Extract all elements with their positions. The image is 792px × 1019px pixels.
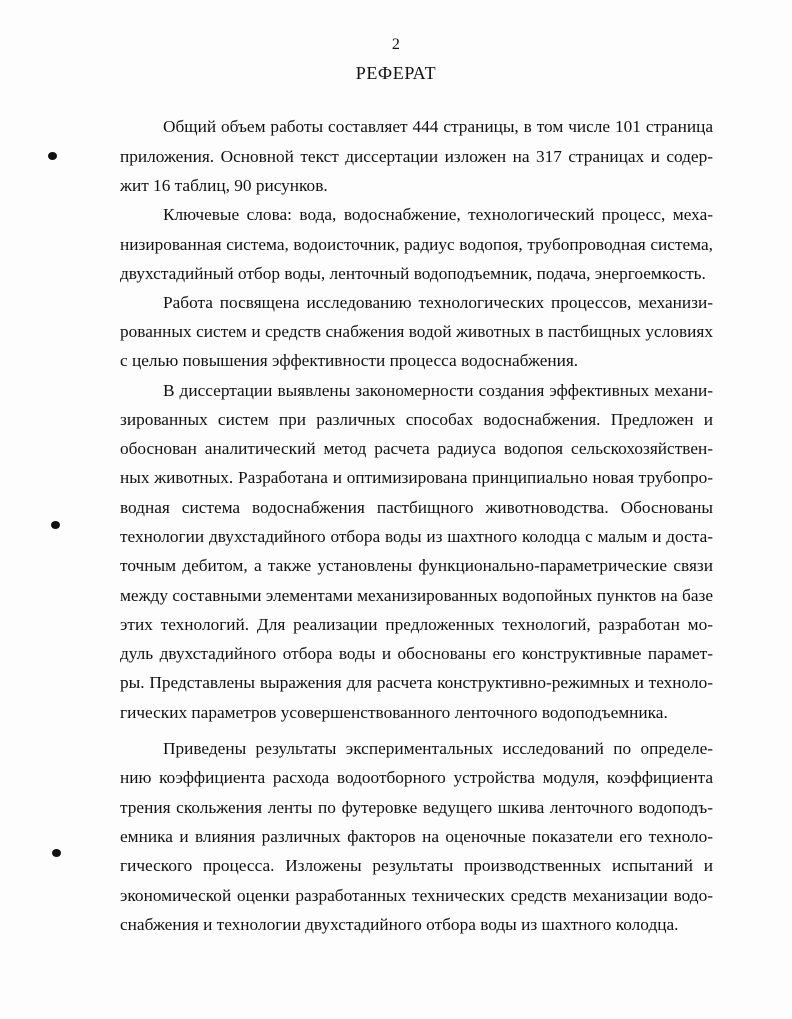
text-line: приложения. Основной текст диссертации изложен на 317 страницах и содер- <box>120 147 713 166</box>
text-line: нию коэффициента расхода водоотборного устройства модуля, коэффициента <box>120 768 713 787</box>
text-line: ных животных. Разработана и оптимизирована принципиально новая трубопро- <box>120 468 713 487</box>
text-line: точным дебитом, а также установлены функционально-параметрические связи <box>120 556 713 575</box>
text-line: Общий объем работы составляет 444 страницы, в том числе 101 страница <box>163 117 713 136</box>
text-line: дуль двухстадийного отбора воды и обоснованы его конструктивные парамет- <box>120 644 713 663</box>
text-line: трения скольжения ленты по футеровке ведущего шкива ленточного водоподъ- <box>120 798 713 817</box>
text-line: снабжения и технологии двухстадийного отбора воды из шахтного колодца. <box>120 915 679 934</box>
text-line: рованных систем и средств снабжения водой животных в пастбищных условиях <box>120 322 713 341</box>
text-line: водная система водоснабжения пастбищного животноводства. Обоснованы <box>120 498 713 517</box>
page-title: РЕФЕРАТ <box>355 63 437 83</box>
text-line: емника и влияния различных факторов на оценочные показатели его техноло- <box>120 827 713 846</box>
punch-hole-mark <box>51 521 60 529</box>
text-line: В диссертации выявлены закономерности создания эффективных механи- <box>163 381 713 400</box>
text-line: Приведены результаты экспериментальных исследований по определе- <box>163 739 713 758</box>
page-number: 2 <box>391 36 401 53</box>
punch-hole-mark <box>48 152 57 160</box>
text-line: жит 16 таблиц, 90 рисунков. <box>120 176 328 195</box>
text-line: ры. Представлены выражения для расчета конструктивно-режимных и техноло- <box>120 673 713 692</box>
punch-hole-mark <box>52 849 61 857</box>
text-line: зированных систем при различных способах водоснабжения. Предложен и <box>120 410 713 429</box>
text-line: гических параметров усовершенствованного ленточного водоподъемника. <box>120 703 668 722</box>
text-line: технологии двухстадийного отбора воды из шахтного колодца с малым и доста- <box>120 527 713 546</box>
text-line: двухстадийный отбор воды, ленточный водоподъемник, подача, энергоемкость. <box>120 264 706 283</box>
text-line: с целью повышения эффективности процесса водоснабжения. <box>120 351 579 370</box>
text-line: гического процесса. Изложены результаты производственных испытаний и <box>120 856 713 875</box>
text-line: экономической оценки разработанных технических средств механизации водо- <box>120 886 713 905</box>
text-line: Ключевые слова: вода, водоснабжение, технологический процесс, меха- <box>163 205 713 224</box>
text-line: между составными элементами механизированных водопойных пунктов на базе <box>120 586 713 605</box>
text-line: Работа посвящена исследованию технологических процессов, механизи- <box>163 293 713 312</box>
text-line: обоснован аналитический метод расчета радиуса водопоя сельскохозяйствен- <box>120 439 713 458</box>
text-line: этих технологий. Для реализации предложенных технологий, разработан мо- <box>120 615 713 634</box>
text-line: низированная система, водоисточник, радиус водопоя, трубопроводная система, <box>120 235 713 254</box>
